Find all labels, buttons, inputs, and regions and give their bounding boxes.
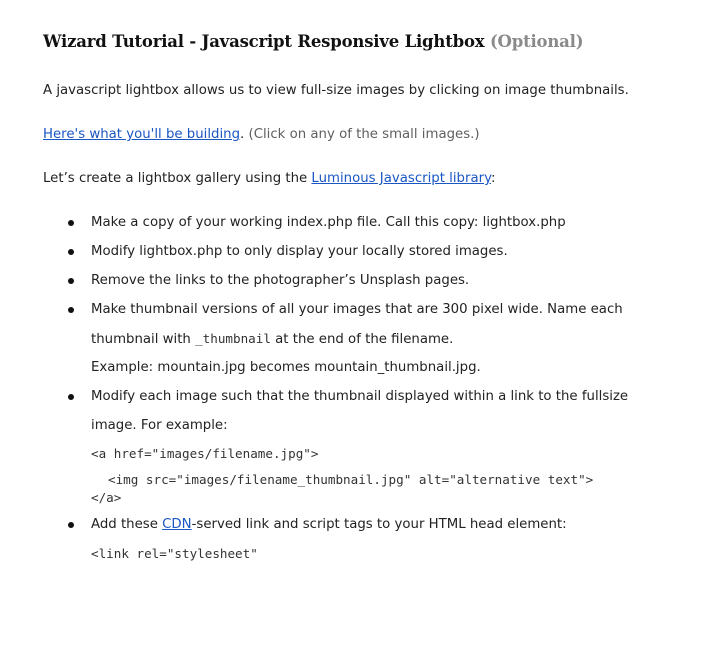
create-paragraph <box>43 169 495 189</box>
step-copy-file: Make a copy of your working index.php file. Call this copy: lightbox.php <box>91 215 566 230</box>
cdn-link[interactable]: CDN <box>162 517 192 532</box>
preview-paragraph <box>43 125 480 145</box>
thumbnail-text-after: at the end of the filename. <box>270 332 454 347</box>
bullet-icon <box>68 278 74 284</box>
preview-period: . <box>240 127 245 142</box>
step-add-cdn <box>91 515 567 535</box>
step-modify-lightbox: Modify lightbox.php to only display your locally stored images. <box>91 244 508 259</box>
step-thumbnails-example: Example: mountain.jpg becomes mountain_thumbnail.jpg. <box>91 360 481 375</box>
bullet-icon <box>68 220 74 226</box>
code-anchor-open: <a href="images/filename.jpg"> <box>91 446 319 461</box>
step-wrap-link-line1: Modify each image such that the thumbnail displayed within a link to the fullsize <box>91 389 629 404</box>
step-remove-links: Remove the links to the photographer’s Unsplash pages. <box>91 273 470 288</box>
cdn-text-before: Add these <box>91 517 163 532</box>
bullet-icon <box>68 307 74 313</box>
preview-link[interactable]: Here's what you'll be building <box>43 127 241 142</box>
title-optional-tag: (Optional) <box>489 32 584 51</box>
create-text: Let’s create a lightbox gallery using the <box>43 171 312 186</box>
step-thumbnails-line2 <box>91 329 453 350</box>
thumbnail-text-before: thumbnail with <box>91 332 196 347</box>
code-anchor-close: </a> <box>91 490 122 505</box>
bullet-icon <box>68 394 74 400</box>
preview-note: (Click on any of the small images.) <box>244 127 480 142</box>
bullet-icon <box>68 522 74 528</box>
thumbnail-suffix-code: _thumbnail <box>195 331 271 346</box>
cdn-text-after: -served link and script tags to your HTML head element: <box>191 517 567 532</box>
code-link-stylesheet: <link rel="stylesheet" <box>91 546 258 561</box>
bullet-icon <box>68 249 74 255</box>
step-thumbnails-line1: Make thumbnail versions of all your images that are 300 pixel wide. Name each <box>91 302 623 317</box>
step-wrap-link-line2: image. For example: <box>91 418 228 433</box>
title-main: Wizard Tutorial - Javascript Responsive Lightbox <box>43 32 485 51</box>
intro-paragraph: A javascript lightbox allows us to view full-size images by clicking on image thumbnails. <box>43 83 629 98</box>
luminous-library-link[interactable]: Luminous Javascript library <box>311 171 491 186</box>
code-img-tag: <img src="images/filename_thumbnail.jpg" alt="alternative text"> <box>108 472 594 487</box>
page-title <box>43 32 583 51</box>
create-colon: : <box>490 171 496 186</box>
